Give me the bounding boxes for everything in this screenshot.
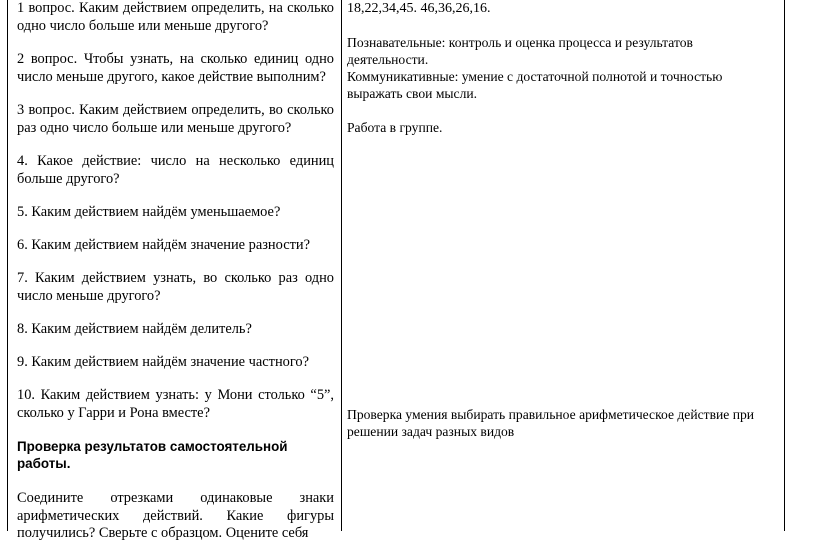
question-6: 6. Каким действием найдём значение разности? (17, 236, 310, 253)
communicative-skills: Коммуникативные: умение с достаточной полнотой и точностью выражать свои мысли. (347, 69, 723, 101)
competencies-column (347, 0, 767, 439)
questions-column (17, 0, 334, 543)
answer-numbers: 18,22,34,45. 46,36,26,16. (347, 1, 491, 16)
table-border-right (784, 0, 785, 531)
cognitive-skills: Познавательные: контроль и оценка процесса и результатов деятельности. (347, 35, 693, 67)
question-4: 4. Какое действие: число на несколько единиц больше другого? (17, 153, 334, 187)
table-column-divider (341, 0, 342, 531)
group-work: Работа в группе. (347, 120, 443, 135)
question-10: 10. Каким действием узнать: у Мони столько “5”, сколько у Гарри и Рона вместе? (17, 387, 334, 421)
question-1: 1 вопрос. Каким действием определить, на сколько одно число больше или меньше другого? (17, 0, 334, 34)
check-task-text: Соедините отрезками одинаковые знаки арифметических действий. Какие фигуры получились? Сверьте с образцом. Оцените себя (17, 490, 334, 541)
table-border-left (7, 0, 8, 531)
question-2: 2 вопрос. Чтобы узнать, на сколько единиц одно число меньше другого, какое действие выполним? (17, 51, 334, 85)
question-7: 7. Каким действием узнать, во сколько раз одно число меньше другого? (17, 270, 334, 304)
question-9: 9. Каким действием найдём значение частного? (17, 353, 309, 370)
question-8: 8. Каким действием найдём делитель? (17, 321, 252, 337)
check-results-heading: Проверка результатов самостоятельной работы. (17, 439, 288, 471)
question-5: 5. Каким действием найдём уменьшаемое? (17, 204, 281, 220)
question-3: 3 вопрос. Каким действием определить, во сколько раз одно число больше или меньше другого? (17, 102, 334, 136)
check-skill-text: Проверка умения выбирать правильное арифметическое действие при решении задач разных видов (347, 407, 755, 439)
